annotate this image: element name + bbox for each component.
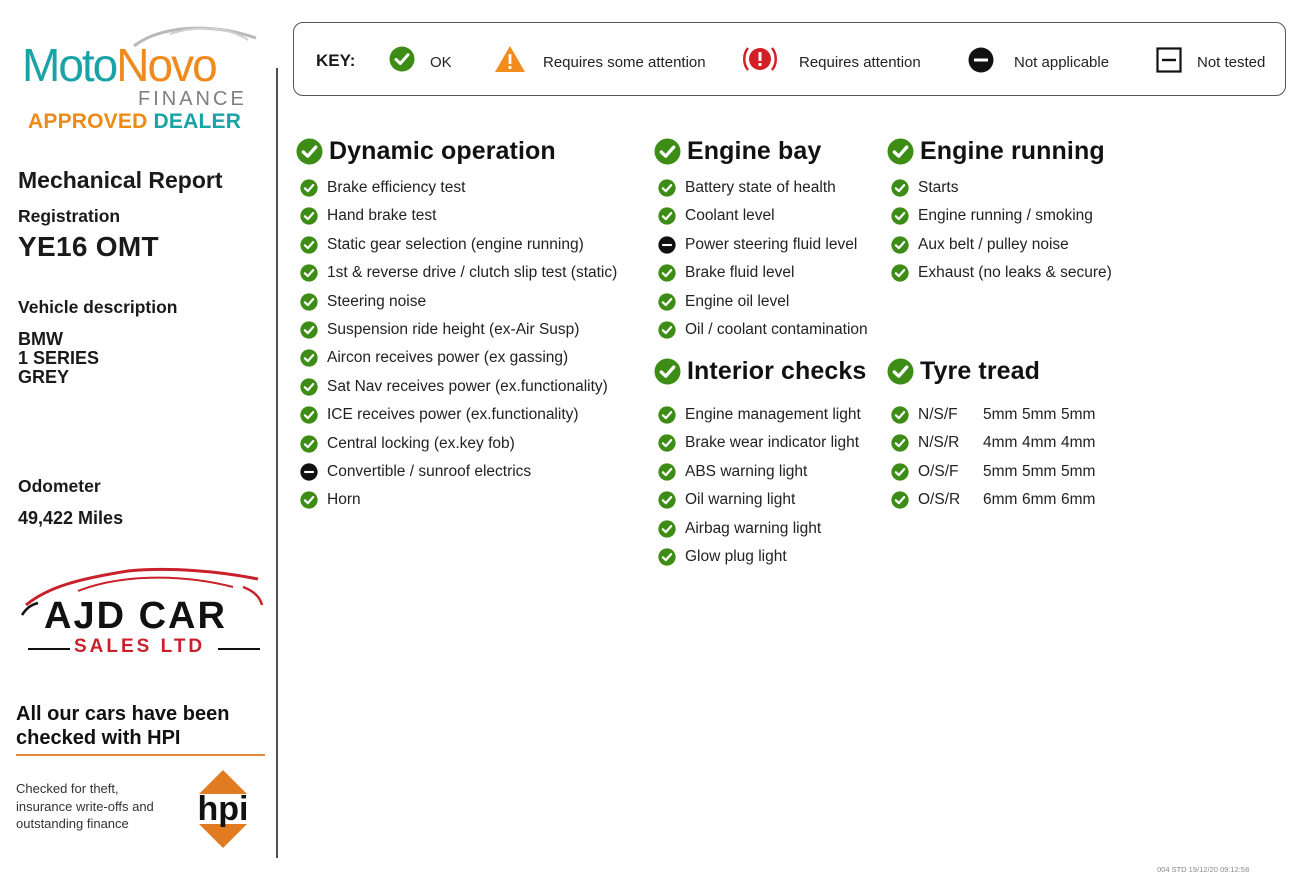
check-icon	[891, 406, 909, 424]
check-item	[658, 205, 775, 227]
check-item	[891, 432, 959, 454]
check-icon	[658, 548, 676, 566]
check-item-label: O/S/R	[918, 491, 961, 509]
check-item	[891, 404, 958, 426]
section-tyres	[887, 357, 1040, 386]
check-icon	[300, 491, 318, 509]
check-item-label: Engine running / smoking	[918, 207, 1093, 225]
section-engine-running	[887, 137, 1105, 166]
check-icon	[300, 321, 318, 339]
section-title: Dynamic operation	[329, 137, 556, 165]
check-icon	[658, 434, 676, 452]
check-item	[891, 205, 1093, 227]
check-item	[658, 461, 807, 483]
check-item-label: Oil warning light	[685, 491, 796, 509]
minus-circle-icon	[300, 463, 318, 481]
check-item	[658, 177, 836, 199]
check-item	[891, 461, 958, 483]
ajd-name: AJD CAR	[44, 595, 227, 637]
check-item	[658, 234, 857, 256]
check-icon	[300, 406, 318, 424]
vehicle-description-label: Vehicle description	[18, 297, 178, 317]
sidebar	[0, 0, 280, 880]
check-item-label: Oil / coolant contamination	[685, 321, 868, 338]
check-item	[300, 319, 579, 341]
check-item-label: Coolant level	[685, 207, 775, 225]
key-title: KEY:	[316, 51, 356, 70]
check-item	[658, 319, 868, 341]
check-item	[891, 489, 960, 511]
key-not-applicable-label: Not applicable	[1014, 54, 1110, 71]
check-item-label: Airbag warning light	[685, 519, 822, 537]
check-item	[300, 347, 568, 369]
check-item-label: Aux belt / pulley noise	[918, 235, 1069, 253]
section-engine-bay	[654, 137, 821, 166]
check-item	[300, 461, 531, 483]
check-icon	[887, 358, 914, 385]
vehicle-make: BMW	[18, 329, 63, 349]
report-title: Mechanical Report	[18, 167, 223, 193]
hpi-divider	[16, 754, 265, 756]
check-item-label: Starts	[918, 179, 959, 196]
check-item	[658, 262, 794, 284]
check-item	[658, 518, 821, 540]
check-icon	[891, 207, 909, 225]
check-item	[891, 234, 1069, 256]
section-interior	[654, 357, 866, 386]
check-item	[658, 404, 861, 426]
check-icon	[658, 293, 676, 311]
key-some-attention-label: Requires some attention	[543, 54, 706, 71]
tyre-depth-value: 4mm	[1061, 434, 1096, 452]
tyre-depth-value: 5mm	[983, 406, 1018, 423]
check-item-label: Hand brake test	[327, 207, 437, 225]
check-item-label: Engine management light	[685, 406, 861, 423]
section-dynamic	[296, 137, 556, 166]
check-item	[300, 376, 608, 398]
check-item	[300, 205, 436, 227]
sidebar-divider	[276, 68, 278, 858]
check-item-label: Steering noise	[327, 292, 427, 310]
check-item-label: ICE receives power (ex.functionality)	[327, 406, 579, 424]
check-item	[658, 291, 789, 313]
check-icon	[658, 491, 676, 509]
check-icon	[658, 321, 676, 339]
check-icon	[658, 406, 676, 424]
odometer-value: 49,422 Miles	[18, 508, 124, 528]
hpi-detail: Checked for theft, insurance write-offs and outstanding finance	[16, 781, 154, 831]
minus-box-icon	[1156, 47, 1182, 73]
check-icon	[300, 179, 318, 197]
check-item-label: Brake wear indicator light	[685, 434, 860, 452]
check-icon	[296, 138, 323, 165]
check-icon	[658, 520, 676, 538]
check-item-label: Exhaust (no leaks & secure)	[918, 264, 1112, 282]
check-item-label: Power steering fluid level	[685, 235, 858, 253]
check-icon	[654, 358, 681, 385]
check-item-label: Suspension ride height (ex-Air Susp)	[327, 321, 580, 338]
check-icon	[300, 207, 318, 225]
ajd-car-sales-logo	[18, 565, 268, 660]
check-icon	[891, 236, 909, 254]
tyre-depth-value: 5mm	[983, 462, 1018, 480]
tyre-depth-value: 5mm	[1061, 462, 1096, 480]
check-item	[891, 177, 958, 199]
check-item	[300, 177, 465, 199]
check-icon	[891, 491, 909, 509]
check-item-label: Aircon receives power (ex gassing)	[327, 349, 569, 367]
minus-circle-icon	[968, 47, 994, 73]
check-item-label: O/S/F	[918, 462, 959, 480]
check-item	[300, 262, 617, 284]
section-title: Interior checks	[687, 357, 867, 385]
check-icon	[654, 138, 681, 165]
check-icon	[300, 293, 318, 311]
check-icon	[658, 207, 676, 225]
check-item	[658, 546, 787, 568]
check-item-label: Sat Nav receives power (ex.functionality)	[327, 377, 608, 395]
tyre-depth-value: 4mm	[983, 434, 1018, 452]
hpi-headline: All our cars have been checked with HPI	[16, 703, 230, 749]
check-icon	[300, 236, 318, 254]
check-icon	[891, 463, 909, 481]
vehicle-model: 1 SERIES	[18, 348, 100, 368]
check-item-label: 1st & reverse drive / clutch slip test (static)	[327, 264, 618, 282]
check-item	[300, 291, 426, 313]
key-attention-label: Requires attention	[799, 54, 921, 71]
check-item	[300, 433, 515, 455]
check-icon	[300, 349, 318, 367]
check-icon	[891, 434, 909, 452]
tyre-depth-value: 6mm	[1022, 491, 1057, 509]
check-icon	[300, 264, 318, 282]
check-item	[891, 262, 1112, 284]
motonovo-logo	[20, 22, 265, 142]
check-item-label: Glow plug light	[685, 548, 787, 565]
check-item	[658, 432, 859, 454]
check-icon	[300, 378, 318, 396]
motonovo-finance: FINANCE	[138, 88, 247, 110]
check-item	[300, 234, 584, 256]
check-item-label: Central locking (ex.key fob)	[327, 434, 515, 452]
check-icon	[300, 435, 318, 453]
check-item	[658, 489, 795, 511]
check-icon	[891, 264, 909, 282]
check-item-label: N/S/F	[918, 406, 958, 423]
key-ok-label: OK	[430, 54, 452, 71]
check-item-label: Horn	[327, 491, 361, 509]
vehicle-colour: GREY	[18, 367, 70, 387]
svg-text:hpi: hpi	[197, 790, 249, 828]
check-icon	[658, 179, 676, 197]
check-icon	[887, 138, 914, 165]
check-item	[300, 489, 361, 511]
tyre-depth-value: 5mm	[1061, 406, 1096, 423]
key-not-tested-label: Not tested	[1197, 54, 1266, 71]
tyre-depth-value: 6mm	[983, 491, 1018, 509]
tyre-depth-value: 5mm	[1022, 406, 1057, 423]
motonovo-wordmark: MotoNovo	[22, 39, 216, 91]
check-item-label: N/S/R	[918, 434, 960, 452]
footer-stamp: 004 STD 19/12/20 09:12:58	[1157, 865, 1250, 874]
check-item-label: Battery state of health	[685, 179, 836, 196]
registration-value: YE16 OMT	[18, 231, 159, 262]
check-item-label: ABS warning light	[685, 462, 808, 480]
tyre-depth-value: 6mm	[1061, 491, 1096, 509]
check-icon	[658, 264, 676, 282]
tyre-depth-value: 5mm	[1022, 462, 1057, 480]
approved-dealer: APPROVED DEALER	[28, 110, 242, 133]
section-title: Engine bay	[687, 137, 822, 165]
check-icon	[658, 463, 676, 481]
warning-triangle-icon	[494, 45, 526, 73]
odometer-label: Odometer	[18, 476, 101, 496]
section-title: Tyre tread	[920, 357, 1041, 385]
check-item	[300, 404, 579, 426]
check-icon	[389, 46, 415, 72]
hpi-logo	[182, 768, 264, 850]
alert-circle-icon	[742, 44, 778, 74]
tyre-depth-value: 4mm	[1022, 434, 1057, 452]
registration-label: Registration	[18, 206, 121, 226]
check-item-label: Brake efficiency test	[327, 179, 466, 196]
minus-circle-icon	[658, 236, 676, 254]
check-item-label: Static gear selection (engine running)	[327, 235, 584, 253]
check-item-label: Engine oil level	[685, 292, 790, 310]
check-icon	[891, 179, 909, 197]
ajd-sub: SALES LTD	[74, 636, 206, 657]
check-item-label: Brake fluid level	[685, 264, 795, 282]
check-item-label: Convertible / sunroof electrics	[327, 463, 532, 480]
section-title: Engine running	[920, 137, 1105, 165]
